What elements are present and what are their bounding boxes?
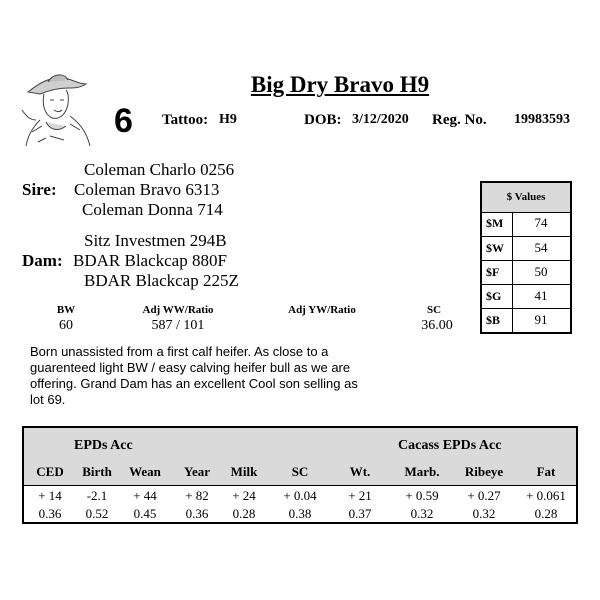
epd-value: + 21 xyxy=(348,488,372,503)
epd-accuracy: 0.28 xyxy=(534,506,558,521)
sc-label: SC xyxy=(426,304,442,316)
dollar-value: 74 xyxy=(534,215,548,230)
epd-accuracy: 0.32 xyxy=(410,506,434,521)
epd-accuracy: 0.36 xyxy=(38,506,62,521)
yw-label: Adj YW/Ratio xyxy=(288,304,356,316)
dam-name: BDAR Blackcap 880F xyxy=(73,251,227,270)
dollar-value: 50 xyxy=(534,264,548,279)
bw-value: 60 xyxy=(59,318,73,333)
epd-value: + 0.04 xyxy=(283,488,317,503)
dollar-value-label: $F xyxy=(486,265,500,279)
dollar-value: 91 xyxy=(534,312,548,327)
epd-value: -2.1 xyxy=(86,488,108,503)
epd-value: + 14 xyxy=(38,488,62,503)
dollar-value-row xyxy=(482,260,570,285)
epd-accuracy: 0.37 xyxy=(348,506,372,521)
dollar-values-table xyxy=(480,181,572,334)
dollar-value-label: $W xyxy=(486,241,504,255)
epd-value: + 24 xyxy=(232,488,256,503)
dollar-value-label: $M xyxy=(486,216,504,230)
epd-accuracy: 0.38 xyxy=(288,506,312,521)
sire-name: Coleman Bravo 6313 xyxy=(74,180,220,199)
dob-label: DOB: xyxy=(304,112,342,128)
epd-accuracy: 0.36 xyxy=(185,506,209,521)
bw-label: BW xyxy=(56,304,76,316)
epd-col-header: CED xyxy=(36,464,64,479)
sc-value: 36.00 xyxy=(421,318,453,333)
tattoo-value: H9 xyxy=(219,112,237,127)
animal-name-title: Big Dry Bravo H9 xyxy=(250,72,430,97)
dollar-value-row xyxy=(482,212,570,236)
sire-sire: Coleman Charlo 0256 xyxy=(84,160,235,179)
dam-dam: BDAR Blackcap 225Z xyxy=(84,271,239,290)
epd-value: + 0.061 xyxy=(526,488,566,503)
dollar-values-header: $ Values xyxy=(482,183,570,213)
epd-col-header: Fat xyxy=(536,464,556,479)
epd-value: + 82 xyxy=(185,488,209,503)
carcass-epd-group-label: Cacass EPDs Acc xyxy=(398,438,502,453)
lot-number: 6 xyxy=(114,102,133,140)
epd-value: + 0.59 xyxy=(405,488,439,503)
dollar-value-row xyxy=(482,236,570,261)
reg-no-value: 19983593 xyxy=(514,112,570,127)
dollar-value-row xyxy=(482,284,570,309)
epd-col-header: Ribeye xyxy=(464,464,504,479)
sire-dam: Coleman Donna 714 xyxy=(82,200,223,219)
dollar-value: 54 xyxy=(534,240,548,255)
dollar-value: 41 xyxy=(534,288,548,303)
dob-value: 3/12/2020 xyxy=(352,112,409,127)
epd-value: + 0.27 xyxy=(467,488,501,503)
epd-value: + 44 xyxy=(133,488,157,503)
tattoo-label: Tattoo: xyxy=(162,112,209,128)
dollar-value-row xyxy=(482,308,570,333)
dollar-value-label: $B xyxy=(486,313,501,327)
reg-no-label: Reg. No. xyxy=(432,112,487,128)
ww-value: 587 / 101 xyxy=(151,318,205,333)
ww-label: Adj WW/Ratio xyxy=(142,304,214,316)
epd-table xyxy=(22,426,578,524)
epd-accuracy: 0.45 xyxy=(133,506,157,521)
epd-col-header: Year xyxy=(184,464,210,479)
dam-label: Dam: xyxy=(22,251,63,270)
epd-group-label: EPDs Acc xyxy=(74,438,133,453)
epd-col-header: Milk xyxy=(230,464,258,479)
sire-label: Sire: xyxy=(22,180,57,199)
epd-col-header: Wt. xyxy=(349,464,371,479)
epd-col-header: Birth xyxy=(82,464,112,479)
dollar-value-label: $G xyxy=(486,289,502,303)
epd-col-header: Wean xyxy=(129,464,161,479)
epd-col-header: Marb. xyxy=(404,464,440,479)
epd-accuracy: 0.52 xyxy=(85,506,109,521)
sale-notes: Born unassisted from a first calf heifer. As close to a guarenteed light BW / easy calving heifer bull as we are offering. Grand Dam has an excellent Cool son selling as lot 69. xyxy=(30,344,358,407)
epd-col-header: SC xyxy=(291,464,309,479)
epd-accuracy: 0.32 xyxy=(472,506,496,521)
epd-accuracy: 0.28 xyxy=(232,506,256,521)
dam-sire: Sitz Investmen 294B xyxy=(84,231,227,250)
